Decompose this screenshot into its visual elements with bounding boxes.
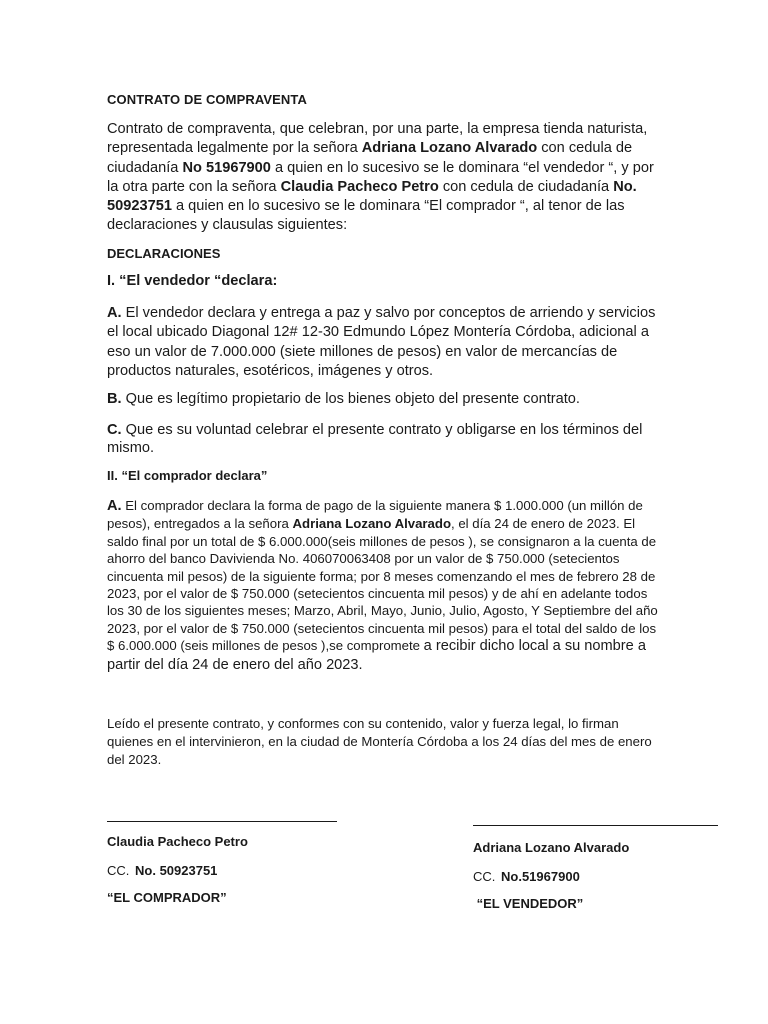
buyer-signature-role bbox=[107, 890, 227, 905]
seller-clause-a bbox=[107, 304, 667, 381]
buyer-name: Claudia Pacheco Petro bbox=[280, 178, 439, 195]
seller-name-ref: Adriana Lozano Alvarado bbox=[292, 516, 452, 532]
clause-label: C. bbox=[107, 422, 122, 438]
buyer-signature-name bbox=[107, 834, 248, 849]
intro-text-4: con cedula de ciudadanía bbox=[438, 178, 614, 195]
intro-text-5: a quien en lo sucesivo se le dominara “El comprador “, al tenor de las declaraciones y clausulas siguientes: bbox=[107, 198, 625, 234]
seller-heading: I. “El vendedor “declara: bbox=[107, 273, 278, 289]
buyer-id: No. 50923751 bbox=[107, 178, 637, 215]
buyer-heading: II. “El comprador declara” bbox=[107, 468, 268, 483]
seller-signature-cc bbox=[473, 869, 580, 884]
seller-name: Adriana Lozano Alvarado bbox=[361, 140, 538, 157]
seller-signature-line bbox=[473, 825, 718, 826]
clause-text-1: El comprador declara la forma de pago de la siguiente manera $ 1.000.000 (un millón de pesos), entregados a la señora bbox=[107, 498, 643, 532]
clause-label: B. bbox=[107, 391, 122, 407]
clause-label: A. bbox=[107, 305, 122, 321]
cc-label: CC. bbox=[107, 863, 130, 878]
clause-text: Que es legítimo propietario de los bienes objeto del presente contrato. bbox=[121, 391, 580, 407]
cc-number: No.51967900 bbox=[501, 869, 580, 884]
buyer-signature-line bbox=[107, 821, 337, 822]
seller-clause-b bbox=[107, 390, 667, 409]
clause-label: A. bbox=[107, 498, 122, 514]
seller-id: No 51967900 bbox=[182, 159, 271, 176]
closing-paragraph: Leído el presente contrato, y conformes con su contenido, valor y fuerza legal, lo firman quienes en el intervinieron, en la ciudad de Montería Córdoba a los 24 días del mes de enero del 2023. bbox=[107, 716, 652, 767]
intro-text-3: a quien en lo sucesivo se le dominara “el vendedor “, y por la otra parte con la señora bbox=[107, 159, 654, 195]
intro-text-1: Contrato de compraventa, que celebran, por una parte, la empresa tienda naturista, representada legalmente por la señora bbox=[107, 121, 648, 157]
clause-text: Que es su voluntad celebrar el presente contrato y obligarse en los términos del mismo. bbox=[107, 422, 643, 456]
clause-text-3: a recibir dicho local a su nombre a partir del día 24 de enero del año 2023. bbox=[107, 638, 646, 673]
intro-text-2: con cedula de ciudadanía bbox=[107, 140, 633, 176]
contract-title: CONTRATO DE COMPRAVENTA bbox=[107, 92, 307, 107]
buyer-clause-a bbox=[107, 497, 667, 674]
role-text: “EL VENDEDOR” bbox=[473, 896, 584, 911]
intro-paragraph bbox=[107, 120, 667, 236]
clause-text: El vendedor declara y entrega a paz y salvo por conceptos de arriendo y servicios el local ubicado Diagonal 12# 12-30 Edmundo López Montería Córdoba, adicional a eso un valor de 7.000.000 (siete millones de pesos) en valor de mercancías de productos naturales, esotéricos, imágenes y otros. bbox=[107, 305, 656, 379]
buyer-signature-cc bbox=[107, 863, 217, 878]
buyer-sig-name-text: Claudia Pacheco Petro bbox=[107, 834, 248, 849]
cc-number: No. 50923751 bbox=[135, 863, 218, 878]
declarations-heading: DECLARACIONES bbox=[107, 246, 221, 261]
seller-signature-role bbox=[473, 896, 583, 911]
seller-signature-name bbox=[473, 840, 629, 855]
seller-clause-c bbox=[107, 421, 667, 457]
clause-text-2: , el día 24 de enero de 2023. El saldo final por un total de $ 6.000.000(seis millones de pesos ), se consignaron a la cuenta de ahorro del banco Davivienda No. 406070063408 por un valor de $ 750.000 (setecientos cincuenta mil pesos) de la siguiente forma; por 8 meses comenzando el mes de febrero 28 de 2023, por el valor de $ 750.000 (setecientos cincuenta mil pesos) y de ahí en adelante todos los 30 de los siguientes meses; Marzo, Abril, Mayo, Junio, Julio, Agosto, Y Septiembre del año 2023, por el valor de $ 750.000 (setecientos cincuenta mil pesos) para el total del saldo de los $ 6.000.000 (seis millones de pesos ),se compromete bbox=[107, 516, 658, 654]
seller-sig-name-text: Adriana Lozano Alvarado bbox=[473, 840, 630, 855]
role-text: “EL COMPRADOR” bbox=[107, 890, 227, 905]
cc-label: CC. bbox=[473, 869, 496, 884]
